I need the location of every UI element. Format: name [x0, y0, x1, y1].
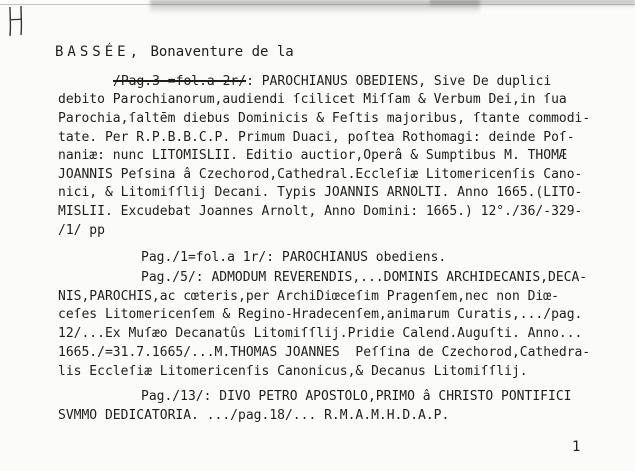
- note-line: NIS,PAROCHIS,ac cœteris,per ArchiDiœceſim Pragenſem,nec non Diœ-: [58, 289, 559, 304]
- note-line: lis Eccleſiæ Litomericenſis Canonicus,& Decanus Litomiſſlij.: [58, 364, 528, 379]
- note-line: SVMMO DEDICATORIA. .../pag.18/... R.M.A.M.H.D.A.P.: [58, 408, 450, 423]
- entry-line: /1/ pp: [58, 223, 105, 238]
- entry-line: MISLII. Excudebat Joannes Arnolt, Anno Domini: 1665.) 12°./36/-329-: [58, 204, 583, 219]
- note-line: Pag./1=fol.a 1r/: PAROCHIANUS obediens.: [141, 250, 447, 265]
- note-line: Pag./5/: ADMODUM REVERENDIS,...DOMINIS ARCHIDECANIS,DECA-: [141, 270, 588, 285]
- note-line: ceſes Litomericenſem & Regino-Hradecenſem,animarum Curatis,.../pag.: [58, 307, 583, 322]
- entry-line-1-rest: : PAROCHIANUS OBEDIENS, Sive De duplici: [246, 74, 552, 89]
- page-number: 1: [572, 439, 581, 455]
- handwritten-h-mark-icon: [6, 4, 28, 38]
- entry-line-1: [113, 74, 551, 90]
- note-line: 12/...Ex Muſæo Decanatûs Litomiſſlij.Pridie Calend.Auguſti. Anno...: [58, 326, 583, 341]
- struck-reference: /Pag.3 =fol.a 2r/: [113, 74, 247, 89]
- author-surname: BASSÉE,: [55, 44, 143, 60]
- entry-line: naniæ: nunc LITOMISLII. Editio auctior,Operâ & Sumptibus M. THOMÆ: [58, 148, 567, 163]
- entry-line: debito Parochianorum,audiendi ſcilicet Miſſam & Verbum Dei,in ſua: [58, 92, 567, 107]
- author-given-name: Bonaventure de la: [142, 44, 294, 60]
- entry-line: nici, & Litomiſſlij Decani. Typis JOANNIS ARNOLTI. Anno 1665.(LITO-: [58, 185, 583, 200]
- card-top-edge: [0, 4, 635, 5]
- entry-line: tate. Per R.P.B.B.C.P. Primum Duaci, poſtea Rothomagi: deinde Poſ-: [58, 130, 575, 145]
- entry-heading: [55, 44, 294, 60]
- note-line: Pag./13/: DIVO PETRO APOSTOLO,PRIMO â CHRISTO PONTIFICI: [141, 389, 572, 404]
- entry-line: Parochia,ſaltēm diebus Dominicis & Feſtis majoribus, ſtante commodi-: [58, 111, 591, 126]
- entry-line: JOANNIS Peſsina â Czechorod,Cathedral.Eccleſiæ Litomericenſis Cano-: [58, 167, 583, 182]
- note-line: 1665./=31.7.1665/...M.THOMAS JOANNES Peſſina de Czechorod,Cathedra-: [58, 345, 591, 360]
